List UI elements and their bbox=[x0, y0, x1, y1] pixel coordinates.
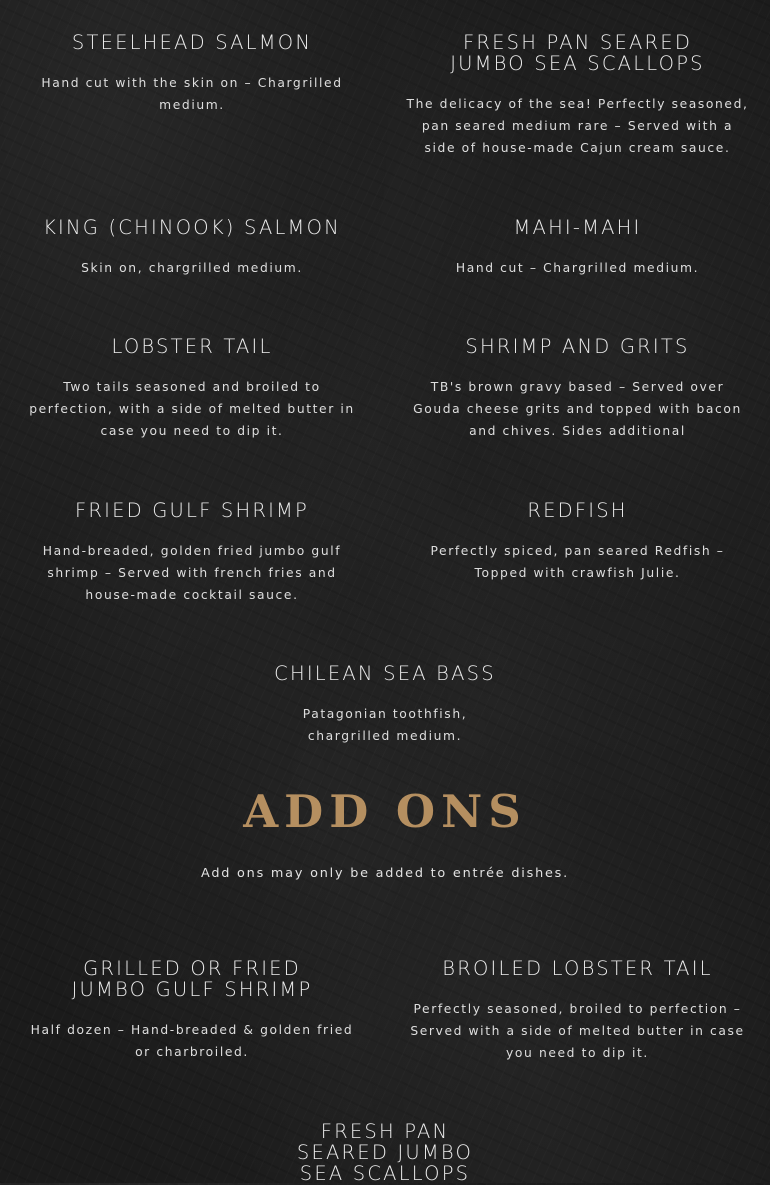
menu-item-chilean-sea-bass bbox=[235, 663, 535, 747]
add-on-jumbo-gulf-shrimp bbox=[22, 958, 362, 1063]
menu-item-mahi-mahi bbox=[405, 217, 750, 279]
item-name: FRESH PAN SEARED JUMBO SEA SCALLOPS bbox=[296, 1120, 474, 1185]
item-name: LOBSTER TAIL bbox=[111, 335, 273, 358]
item-name: GRILLED OR FRIED JUMBO GULF SHRIMP bbox=[71, 957, 313, 1001]
item-description: Hand cut with the skin on – Chargrilled medium. bbox=[41, 76, 343, 112]
menu-item-lobster-tail bbox=[22, 336, 362, 442]
add-ons-heading: ADD ONS bbox=[243, 785, 527, 838]
item-description: Skin on, chargrilled medium. bbox=[81, 261, 303, 275]
menu-item-fried-gulf-shrimp bbox=[22, 500, 362, 606]
item-name: MAHI-MAHI bbox=[513, 216, 642, 239]
item-description: TB's brown gravy based – Served over Gouda cheese grits and topped with bacon and chives. Sides additional bbox=[413, 380, 742, 438]
item-name: REDFISH bbox=[527, 499, 628, 522]
menu-item-king-salmon bbox=[22, 217, 362, 279]
add-ons-note: Add ons may only be added to entrée dishes. bbox=[201, 866, 569, 881]
item-name: BROILED LOBSTER TAIL bbox=[442, 957, 713, 980]
menu-item-steelhead-salmon bbox=[22, 32, 362, 116]
menu-item-shrimp-and-grits bbox=[405, 336, 750, 442]
item-description: The delicacy of the sea! Perfectly seasoned, pan seared medium rare – Served with a side of house-made Cajun cream sauce. bbox=[406, 97, 749, 155]
item-description: Two tails seasoned and broiled to perfection, with a side of melted butter in case you need to dip it. bbox=[29, 380, 355, 438]
item-name: FRIED GULF SHRIMP bbox=[74, 499, 310, 522]
item-description: Perfectly seasoned, broiled to perfection – Served with a side of melted butter in case you need to dip it. bbox=[410, 1002, 745, 1060]
item-description: Perfectly spiced, pan seared Redfish – Topped with crawfish Julie. bbox=[430, 544, 725, 580]
add-on-broiled-lobster-tail bbox=[405, 958, 750, 1064]
item-description: Hand-breaded, golden fried jumbo gulf shrimp – Served with french fries and house-made cocktail sauce. bbox=[42, 544, 342, 602]
item-name: FRESH PAN SEARED JUMBO SEA SCALLOPS bbox=[450, 31, 705, 75]
menu-item-scallops bbox=[405, 32, 750, 159]
item-name: SHRIMP AND GRITS bbox=[465, 335, 690, 358]
item-description: Patagonian toothfish, chargrilled medium. bbox=[302, 707, 468, 743]
item-description: Hand cut – Chargrilled medium. bbox=[455, 261, 700, 275]
add-on-scallops bbox=[285, 1121, 485, 1184]
menu-item-redfish bbox=[405, 500, 750, 584]
item-name: STEELHEAD SALMON bbox=[71, 31, 313, 54]
item-name: CHILEAN SEA BASS bbox=[274, 662, 496, 685]
item-name: KING (CHINOOK) SALMON bbox=[43, 216, 341, 239]
item-description: Half dozen – Hand-breaded & golden fried or charbroiled. bbox=[30, 1023, 354, 1059]
